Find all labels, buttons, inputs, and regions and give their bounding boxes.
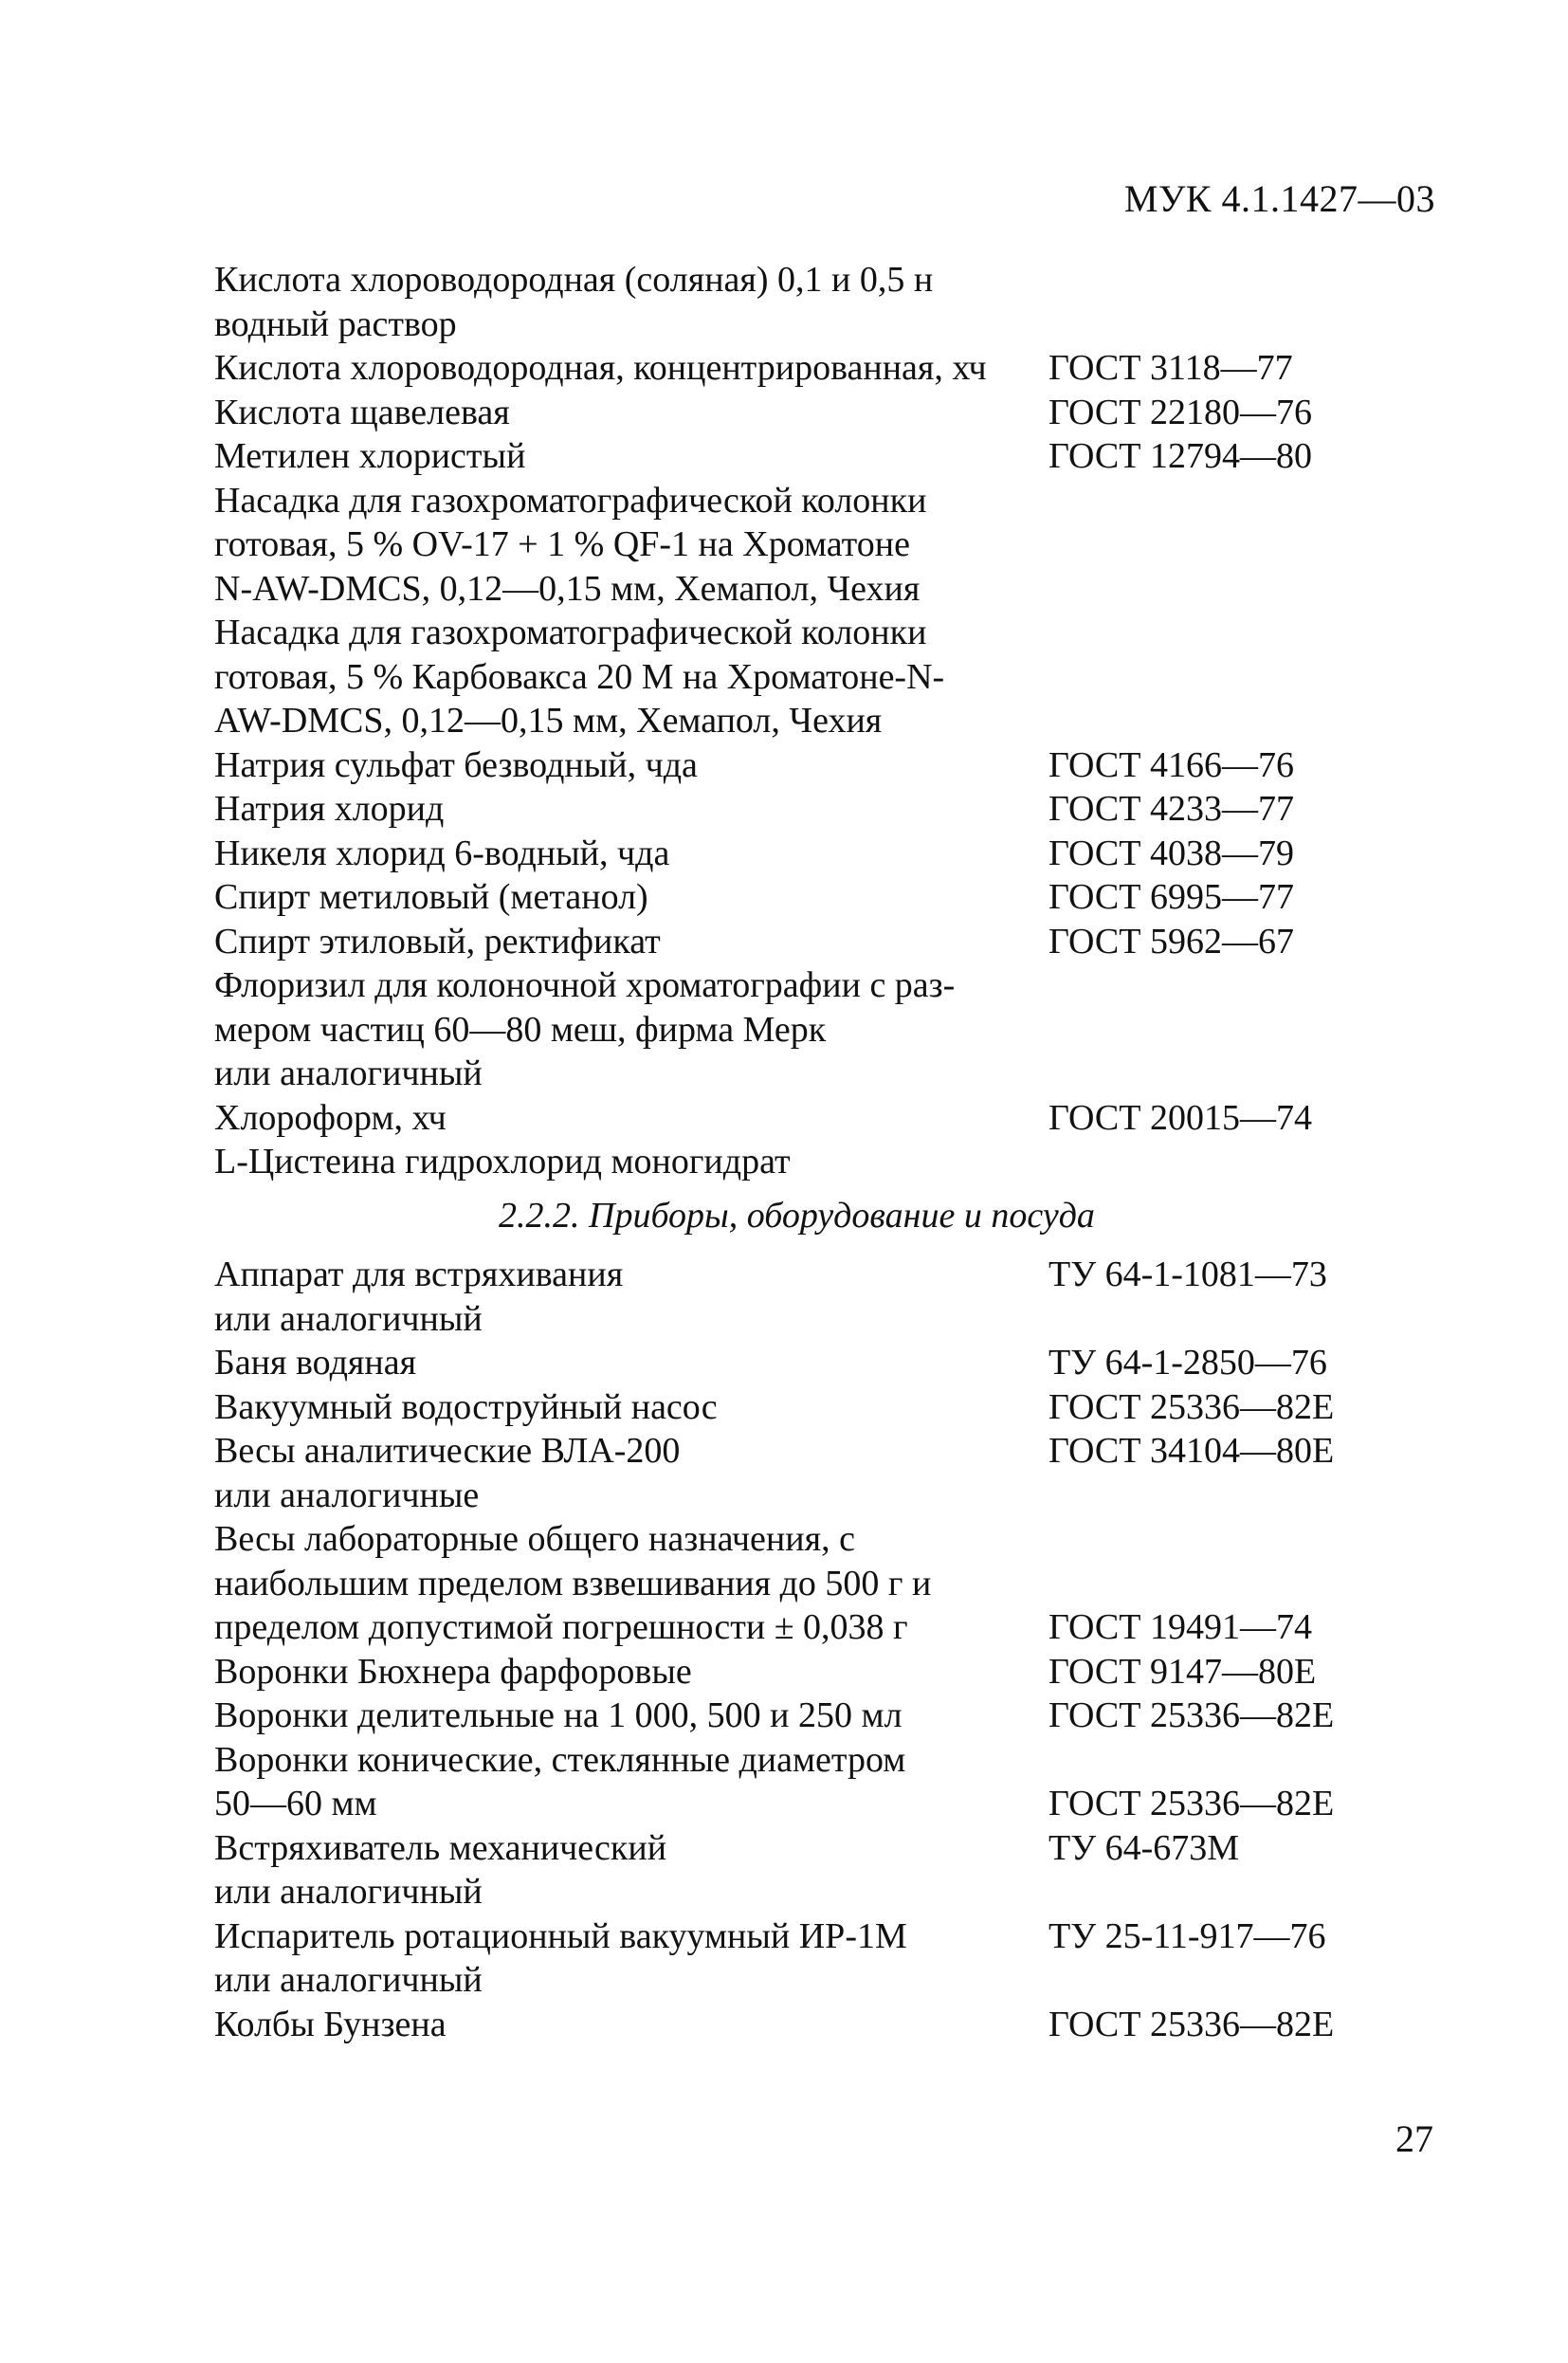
item-standard: ГОСТ 4038—79 — [1048, 833, 1294, 873]
item-name: Насадка для газохроматографической колонки готовая, 5 % Карбовакса 20 М на Хроматоне-N- AW-DMCS, 0,12—0,15 мм, Хемапол, Чехия — [214, 613, 945, 741]
list-item — [214, 1297, 1447, 1342]
item-standard: ГОСТ 34104—80Е — [1048, 1431, 1335, 1471]
equipment-list — [214, 1253, 1447, 2046]
item-standard: ГОСТ 12794—80 — [1048, 436, 1312, 476]
list-item — [214, 611, 1447, 743]
item-name: Кислота хлороводородная (соляная) 0,1 и 0,5 н водный раствор — [214, 260, 934, 344]
list-item — [214, 1253, 1447, 1297]
list-item — [214, 743, 1447, 788]
list-item — [214, 1870, 1447, 1914]
item-standard: ТУ 64-1-1081—73 — [1048, 1255, 1327, 1294]
item-name: Испаритель ротационный вакуумный ИР-1М — [214, 1915, 907, 1956]
list-item — [214, 1914, 1447, 1959]
item-name: или аналогичный — [214, 1872, 483, 1912]
item-standard: ГОСТ 5962—67 — [1048, 921, 1294, 962]
item-standard: ГОСТ 4233—77 — [1048, 789, 1294, 829]
item-name: Колбы Бунзена — [214, 2004, 447, 2044]
item-name: Натрия хлорид — [214, 789, 445, 829]
item-standard: ГОСТ 3118—77 — [1048, 348, 1293, 388]
item-name: Весы аналитические ВЛА-200 — [214, 1431, 681, 1471]
list-item — [214, 1385, 1447, 1430]
item-standard: ГОСТ 4166—76 — [1048, 744, 1294, 785]
item-standard: ТУ 64-673М — [1048, 1827, 1240, 1868]
reagents-list — [214, 258, 1447, 1184]
list-item — [214, 963, 1447, 1096]
item-standard: ГОСТ 19491—74 — [1048, 1607, 1312, 1647]
item-standard: ГОСТ 6995—77 — [1048, 877, 1294, 917]
list-item — [214, 2003, 1447, 2047]
item-name: Воронки конические, стеклянные диаметром 50—60 мм — [214, 1739, 906, 1823]
item-name: Никеля хлорид 6-водный, чда — [214, 833, 670, 873]
section-title: 2.2.2. Приборы, оборудование и посуда — [499, 1195, 1095, 1236]
item-name: или аналогичные — [214, 1475, 480, 1515]
item-name: Хлороформ, хч — [214, 1097, 447, 1138]
list-item — [214, 1474, 1447, 1518]
item-name: Баня водяная — [214, 1343, 417, 1383]
list-item — [214, 1650, 1447, 1694]
page-number: 27 — [1395, 2117, 1433, 2160]
item-standard: ТУ 25-11-917—76 — [1048, 1915, 1326, 1956]
list-item — [214, 391, 1447, 435]
item-name: Весы лабораторные общего назначения, с наибольшим пределом взвешивания до 500 г и пределом допустимой погрешности ± 0,038 г — [214, 1519, 932, 1647]
item-name: Встряхиватель механический — [214, 1827, 667, 1868]
item-name: Воронки делительные на 1 000, 500 и 250 мл — [214, 1695, 903, 1735]
list-item — [214, 1826, 1447, 1871]
item-name: Аппарат для встряхивания — [214, 1255, 624, 1294]
item-standard: ТУ 64-1-2850—76 — [1048, 1343, 1327, 1383]
item-name: Вакуумный водоструйный насос — [214, 1386, 718, 1427]
item-standard: ГОСТ 22180—76 — [1048, 392, 1312, 432]
list-item — [214, 434, 1447, 479]
item-name: Насадка для газохроматографической колонки готовая, 5 % OV-17 + 1 % QF-1 на Хроматоне N-AW-DMCS, 0,12—0,15 мм, Хемапол, Чехия — [214, 480, 927, 609]
list-item — [214, 1429, 1447, 1474]
list-item — [214, 1738, 1447, 1826]
item-standard: ГОСТ 25336—82Е — [1048, 1386, 1335, 1427]
list-item — [214, 1517, 1447, 1650]
list-item — [214, 258, 1447, 346]
list-item — [214, 1341, 1447, 1385]
list-item — [214, 1958, 1447, 2003]
item-standard: ГОСТ 9147—80Е — [1048, 1651, 1317, 1692]
item-name: Флоризил для колоночной хроматографии с раз- мером частиц 60—80 меш, фирма Мерк или аналогичный — [214, 965, 956, 1093]
list-item — [214, 832, 1447, 876]
list-item — [214, 920, 1447, 964]
item-standard: ГОСТ 25336—82Е — [1048, 1695, 1335, 1735]
item-name: или аналогичный — [214, 1298, 483, 1339]
list-item — [214, 479, 1447, 612]
page-content — [214, 258, 1447, 2046]
item-standard: ГОСТ 25336—82Е — [1048, 2004, 1335, 2044]
list-item — [214, 1096, 1447, 1141]
item-standard: ГОСТ 20015—74 — [1048, 1097, 1312, 1138]
item-name: Спирт этиловый, ректификат — [214, 921, 661, 962]
document-code-header: МУК 4.1.1427—03 — [1123, 177, 1435, 220]
item-name: Воронки Бюхнера фарфоровые — [214, 1651, 692, 1692]
item-standard: ГОСТ 25336—82Е — [1048, 1784, 1335, 1823]
item-name: Метилен хлористый — [214, 436, 526, 476]
item-name: Натрия сульфат безводный, чда — [214, 744, 698, 785]
list-item — [214, 875, 1447, 920]
item-name: Спирт метиловый (метанол) — [214, 877, 648, 917]
item-name: или аналогичный — [214, 1960, 483, 2000]
item-name: L-Цистеина гидрохлорид моногидрат — [214, 1142, 791, 1182]
list-item — [214, 1694, 1447, 1738]
list-item — [214, 1140, 1447, 1184]
list-item — [214, 346, 1447, 391]
item-name: Кислота хлороводородная, концентрированная, хч — [214, 348, 987, 388]
item-name: Кислота щавелевая — [214, 392, 510, 432]
list-item — [214, 787, 1447, 832]
